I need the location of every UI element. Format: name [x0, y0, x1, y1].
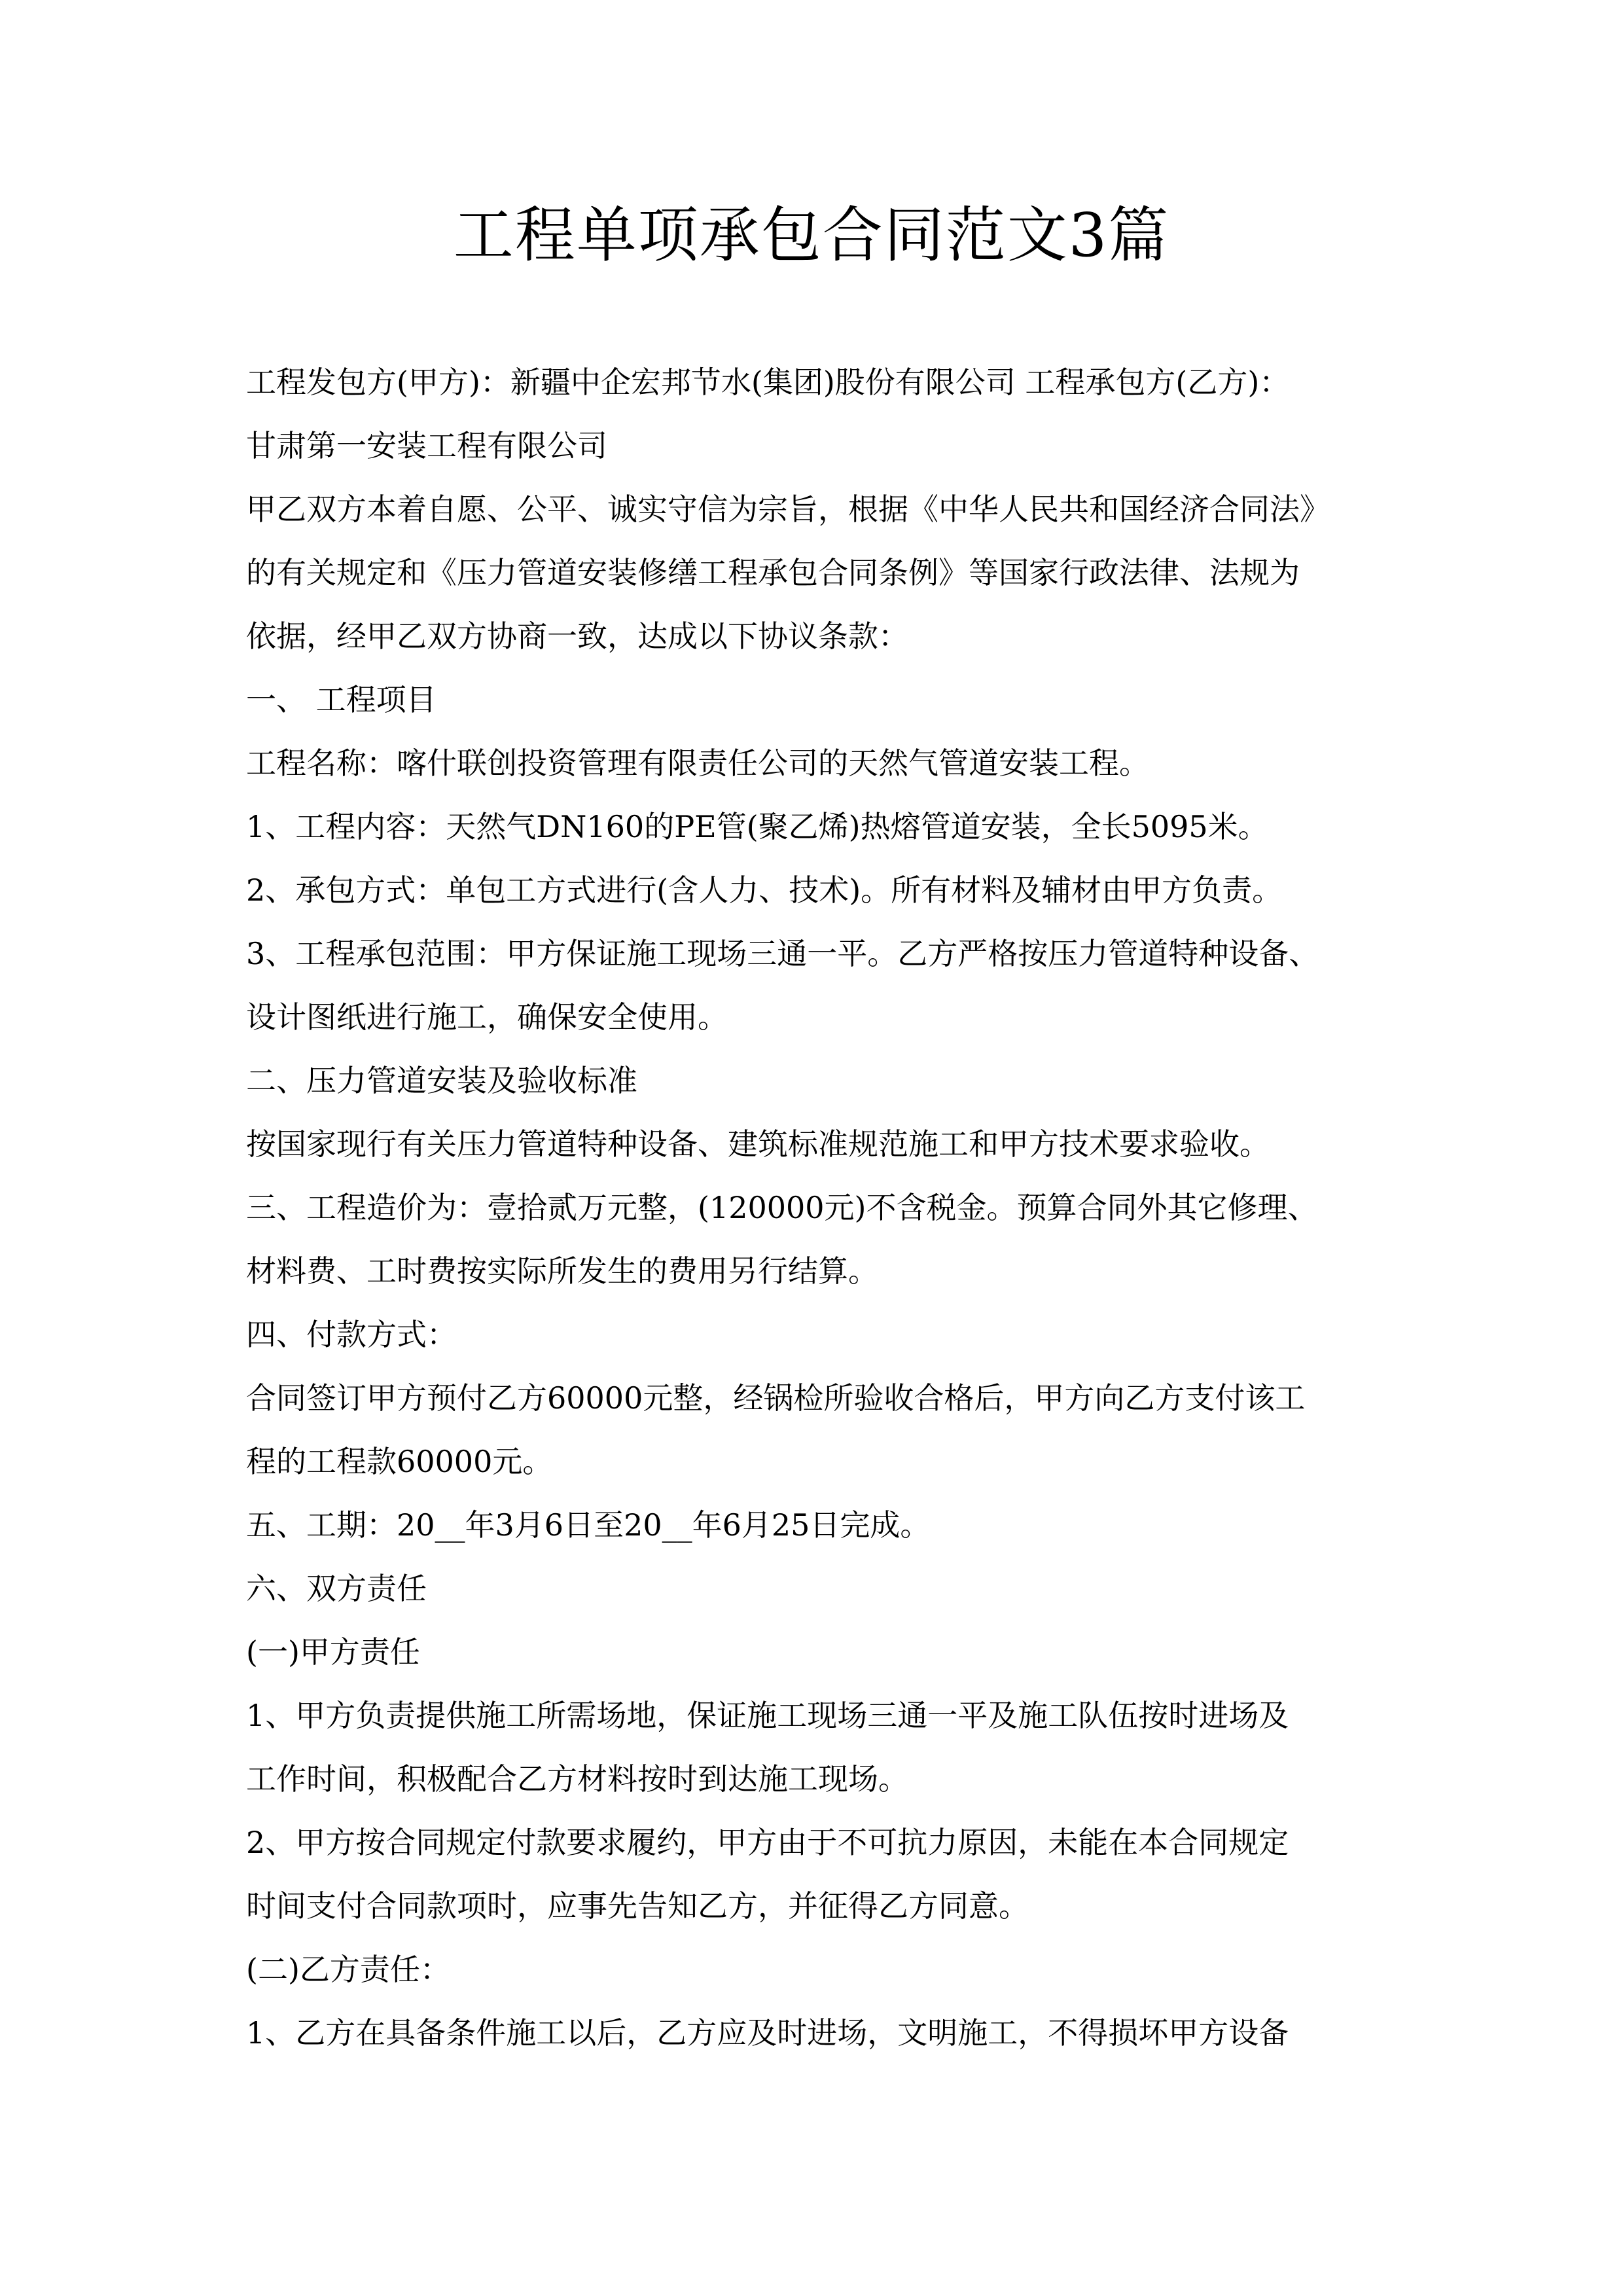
party-a-duty-1-line-2: 工作时间，积极配合乙方材料按时到达施工现场。 — [246, 1761, 908, 1797]
contract-method: 2、承包方式：单包工方式进行(含人力、技术)。所有材料及辅材由甲方负责。 — [246, 872, 1283, 908]
subheading-party-b: (二)乙方责任： — [246, 1952, 450, 1987]
payment-line-2: 程的工程款60000元。 — [246, 1444, 553, 1479]
section-heading-2: 二、压力管道安装及验收标准 — [246, 1063, 637, 1098]
acceptance-standard: 按国家现行有关压力管道特种设备、建筑标准规范施工和甲方技术要求验收。 — [246, 1126, 1270, 1162]
subheading-party-a: (一)甲方责任 — [246, 1634, 420, 1670]
preamble-line-3: 依据，经甲乙双方协商一致，达成以下协议条款： — [246, 619, 908, 654]
party-a-duty-2-line-2: 时间支付合同款项时，应事先告知乙方，并征得乙方同意。 — [246, 1888, 1029, 1924]
contract-scope-line-2: 设计图纸进行施工，确保安全使用。 — [246, 999, 728, 1035]
schedule-line: 五、工期：20__年3月6日至20__年6月25日完成。 — [246, 1507, 931, 1543]
project-name: 工程名称：喀什联创投资管理有限责任公司的天然气管道安装工程。 — [246, 745, 1149, 781]
project-cost-line-2: 材料费、工时费按实际所发生的费用另行结算。 — [246, 1253, 878, 1289]
preamble-line-1: 甲乙双方本着自愿、公平、诚实守信为宗旨，根据《中华人民共和国经济合同法》 — [246, 492, 1330, 527]
section-heading-1: 一、 工程项目 — [246, 682, 437, 717]
party-b-duty-1-line-1: 1、乙方在具备条件施工以后，乙方应及时进场，文明施工，不得损坏甲方设备 — [246, 2015, 1289, 2051]
document-title: 工程单项承包合同范文3篇 — [453, 200, 1170, 270]
project-cost-line-1: 三、工程造价为：壹拾贰万元整，(120000元)不含税金。预算合同外其它修理、 — [246, 1190, 1318, 1225]
project-content: 1、工程内容：天然气DN160的PE管(聚乙烯)热熔管道安装，全长5095米。 — [246, 809, 1268, 844]
document-body — [246, 351, 1385, 2065]
preamble-line-2: 的有关规定和《压力管道安装修缮工程承包合同条例》等国家行政法律、法规为 — [246, 555, 1300, 590]
section-heading-4: 四、付款方式： — [246, 1317, 457, 1352]
party-b-name: 甘肃第一安装工程有限公司 — [246, 428, 607, 463]
section-heading-6: 六、双方责任 — [246, 1571, 427, 1606]
party-a-duty-2-line-1: 2、甲方按合同规定付款要求履约，甲方由于不可抗力原因，未能在本合同规定 — [246, 1825, 1289, 1860]
payment-line-1: 合同签订甲方预付乙方60000元整，经锅检所验收合格后，甲方向乙方支付该工 — [246, 1380, 1306, 1416]
party-a-duty-1-line-1: 1、甲方负责提供施工所需场地，保证施工现场三通一平及施工队伍按时进场及 — [246, 1698, 1289, 1733]
contract-scope-line-1: 3、工程承包范围：甲方保证施工现场三通一平。乙方严格按压力管道特种设备、 — [246, 936, 1319, 971]
party-a-line: 工程发包方(甲方)：新疆中企宏邦节水(集团)股份有限公司 工程承包方(乙方)： — [246, 365, 1290, 400]
